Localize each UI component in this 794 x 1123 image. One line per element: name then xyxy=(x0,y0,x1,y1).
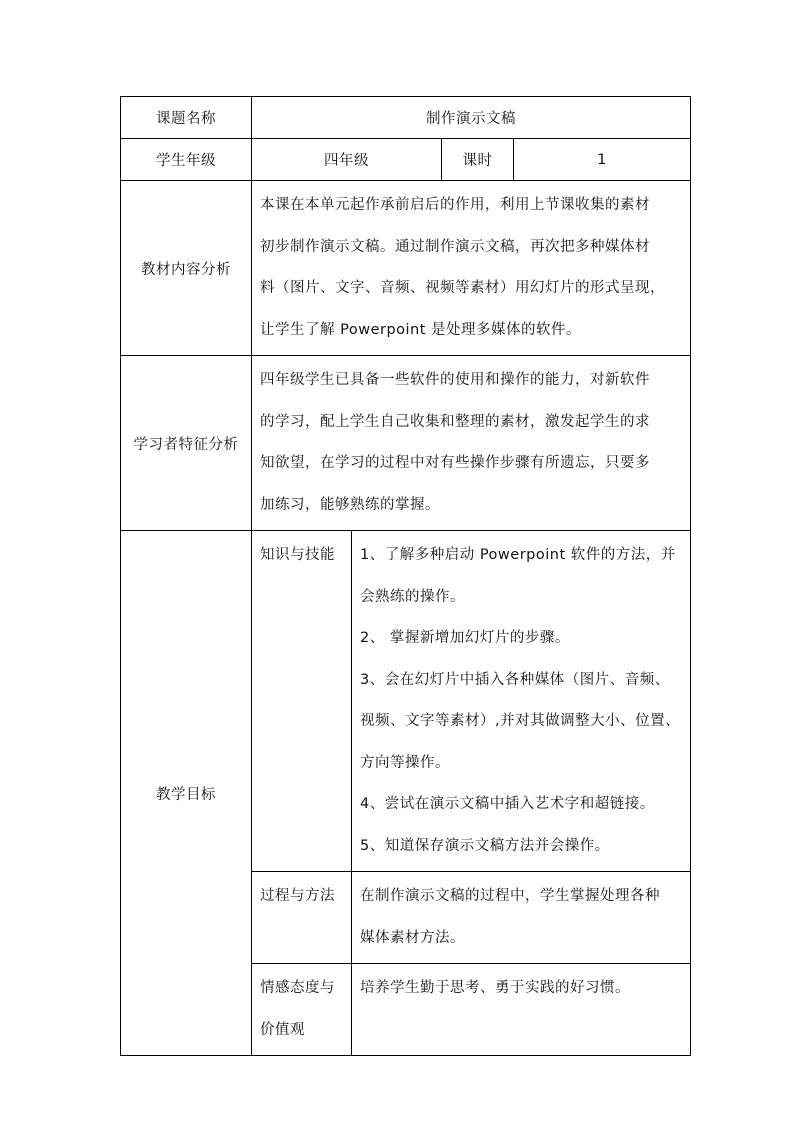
topic-label: 课题名称 xyxy=(121,97,252,139)
grade-label: 学生年级 xyxy=(121,139,252,181)
grade-value: 四年级 xyxy=(252,139,442,181)
material-analysis-label: 教材内容分析 xyxy=(121,181,252,356)
row-topic xyxy=(121,97,691,139)
objectives-label: 教学目标 xyxy=(121,531,252,1056)
topic-value: 制作演示文稿 xyxy=(252,97,691,139)
text-line: 四年级学生已具备一些软件的使用和操作的能力，对新软件 xyxy=(260,372,650,388)
row-learner-analysis xyxy=(121,356,691,531)
text-line: 在制作演示文稿的过程中，学生掌握处理各种 xyxy=(360,888,660,904)
process-text xyxy=(352,872,691,964)
text-line: 会熟练的操作。 xyxy=(360,588,465,605)
text-line: 方向等操作。 xyxy=(360,754,450,771)
text-line: 媒体素材方法。 xyxy=(360,929,465,946)
text-line: 本课在本单元起作承前启后的作用，利用上节课收集的素材 xyxy=(260,197,650,213)
text-line: 3、会在幻灯片中插入各种媒体（图片、音频、 xyxy=(360,671,670,688)
text-line: 让学生了解 Powerpoint 是处理多媒体的软件。 xyxy=(260,321,582,338)
text-line: 视频、文字等素材）,并对其做调整大小、位置、 xyxy=(360,713,681,729)
hours-value: 1 xyxy=(514,139,691,181)
text-line: 2、 掌握新增加幻灯片的步骤。 xyxy=(360,630,570,646)
text-line: 初步制作演示文稿。通过制作演示文稿，再次把多种媒体材 xyxy=(260,238,650,255)
knowledge-text xyxy=(352,531,691,872)
text-line: 5、知道保存演示文稿方法并会操作。 xyxy=(360,837,610,854)
process-label: 过程与方法 xyxy=(252,872,352,964)
text-line: 加练习，能够熟练的掌握。 xyxy=(260,496,440,513)
text-line: 的学习，配上学生自己收集和整理的素材，激发起学生的求 xyxy=(260,413,650,430)
lesson-plan-table xyxy=(120,96,691,1056)
text-line: 培养学生勤于思考、勇于实践的好习惯。 xyxy=(360,980,630,996)
knowledge-label: 知识与技能 xyxy=(252,531,352,872)
row-objectives-knowledge xyxy=(121,531,691,872)
hours-label: 课时 xyxy=(442,139,514,181)
learner-analysis-label: 学习者特征分析 xyxy=(121,356,252,531)
row-grade xyxy=(121,139,691,181)
material-analysis-text xyxy=(252,181,691,356)
text-line: 1、了解多种启动 Powerpoint 软件的方法，并 xyxy=(360,547,676,563)
learner-analysis-text xyxy=(252,356,691,531)
attitude-text xyxy=(352,964,691,1056)
text-line: 4、尝试在演示文稿中插入艺术字和超链接。 xyxy=(360,796,655,812)
attitude-label-line: 价值观 xyxy=(260,1021,305,1038)
text-line: 知欲望，在学习的过程中对有些操作步骤有所遗忘，只要多 xyxy=(260,455,650,471)
attitude-label xyxy=(252,964,352,1056)
text-line: 料（图片、文字、音频、视频等素材）用幻灯片的形式呈现， xyxy=(260,280,665,296)
attitude-label-line: 情感态度与 xyxy=(260,980,335,996)
row-material-analysis xyxy=(121,181,691,356)
